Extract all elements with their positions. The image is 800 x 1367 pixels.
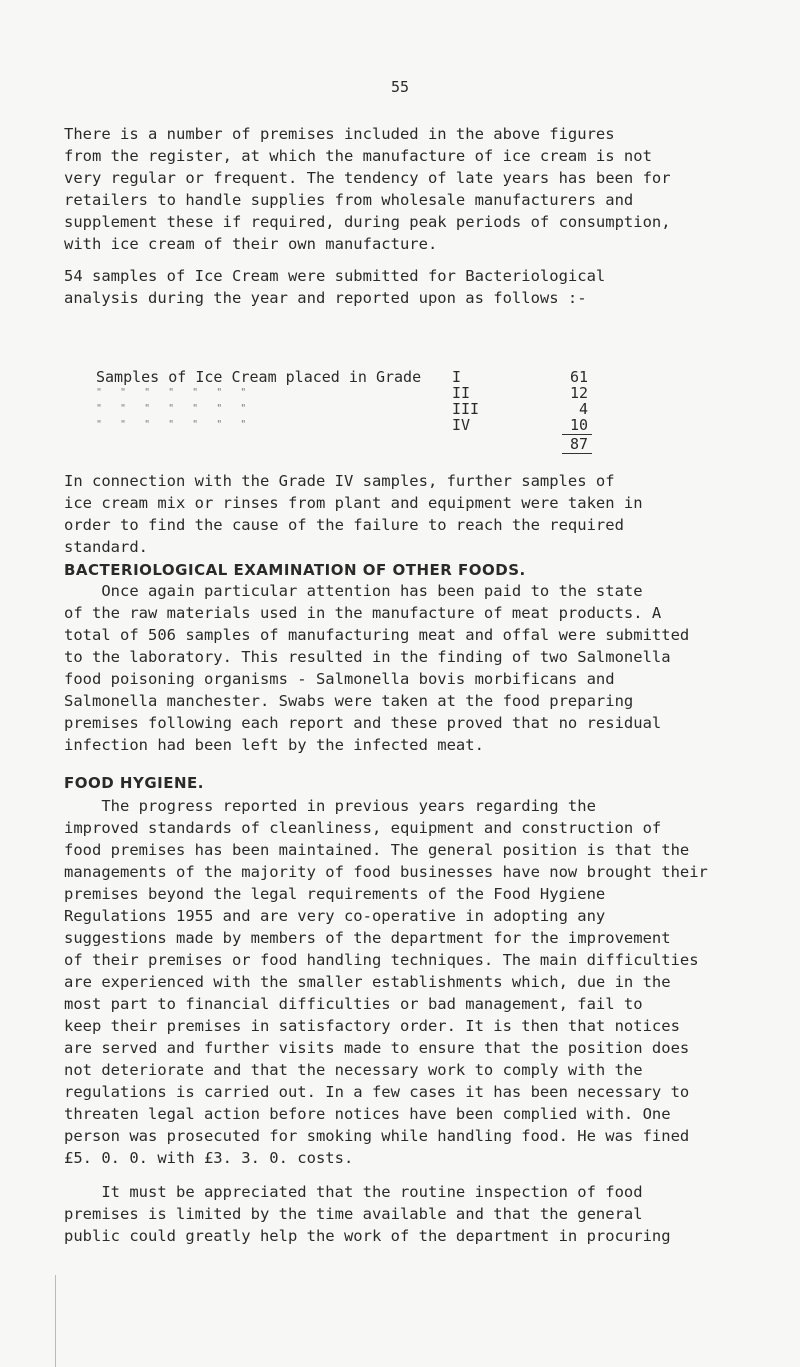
paragraph-food-hygiene: The progress reported in previous years regarding the improved standards of cleanliness, equipment and construction of food premises has been maintained. The general position is that the managements of the majority of food businesses have now brought their premises beyond the legal requirements of the Food Hygiene Regulations 1955 and are very co-operative in adopting any suggestions made by members of the department for the improvement of their premises or food handling techniques. The main difficulties are experienced with the smaller establishments which, due in the most part to financial difficulties or bad management, fail to keep their premises in satisfactory order. It is then that notices are served and further visits made to ensure that the position does not deteriorate and that the necessary work to comply with the regulations is carried out. In a few cases it has been necessary to threaten legal action before notices have been complied with. One person was prosecuted for smoking while handling food. He was fined £5. 0. 0. with £3. 3. 0. costs. (64, 797, 708, 1167)
grade-label: IV (452, 416, 471, 434)
table-row (96, 417, 696, 433)
margin-line (55, 1275, 56, 1367)
grade-count: 12 (569, 384, 588, 402)
paragraph-raw-materials: Once again particular attention has been paid to the state of the raw materials used in the manufacture of meat products. A total of 506 samples of manufacturing meat and offal were submitted to the laboratory. This resulted in the finding of two Salmonella food poisoning organisms - Salmonella bovis morbificans and Salmonella manchester. Swabs were taken at the food preparing premises following each report and these proved that no residual infection had been left by the infected meat. (64, 582, 690, 754)
total-underline (562, 453, 592, 454)
grade-label: III (452, 400, 480, 418)
ice-cream-grade-table (96, 368, 696, 453)
heading-food-hygiene: FOOD HYGIENE. (64, 774, 204, 792)
paragraph-samples-intro: 54 samples of Ice Cream were submitted for Bacteriological analysis during the year and reported upon as follows :- (64, 267, 606, 307)
paragraph-routine-inspection: It must be appreciated that the routine inspection of food premises is limited by the time available and that the general public could greatly help the work of the department in procuring (64, 1183, 671, 1245)
ditto-marks: " " " " " " " (96, 419, 253, 430)
heading-bacteriological-examination: BACTERIOLOGICAL EXAMINATION OF OTHER FOODS. (64, 561, 526, 579)
grade-label: II (452, 384, 471, 402)
table-row (96, 385, 696, 401)
page-number: 55 (390, 78, 410, 96)
table-row (96, 401, 696, 417)
grade-count: 10 (569, 416, 588, 434)
grade-count: 61 (569, 368, 588, 386)
grade-total: 87 (569, 435, 588, 453)
grade-label: I (452, 368, 462, 386)
table-row (96, 369, 696, 385)
table-row-label: Samples of Ice Cream placed in Grade (96, 368, 422, 386)
ditto-marks: " " " " " " " (96, 387, 253, 398)
grade-count: 4 (578, 400, 588, 418)
paragraph-register: There is a number of premises included in the above figures from the register, at which the manufacture of ice cream is not very regular or frequent. The tendency of late years has been for retailers to handle supplies from wholesale manufacturers and supplement these if required, during peak periods of consumption, with ice cream of their own manufacture. (64, 125, 671, 253)
ditto-marks: " " " " " " " (96, 403, 253, 414)
paragraph-grade-iv: In connection with the Grade IV samples, further samples of ice cream mix or rinses from plant and equipment were taken in order to find the cause of the failure to reach the required standard. (64, 472, 643, 556)
